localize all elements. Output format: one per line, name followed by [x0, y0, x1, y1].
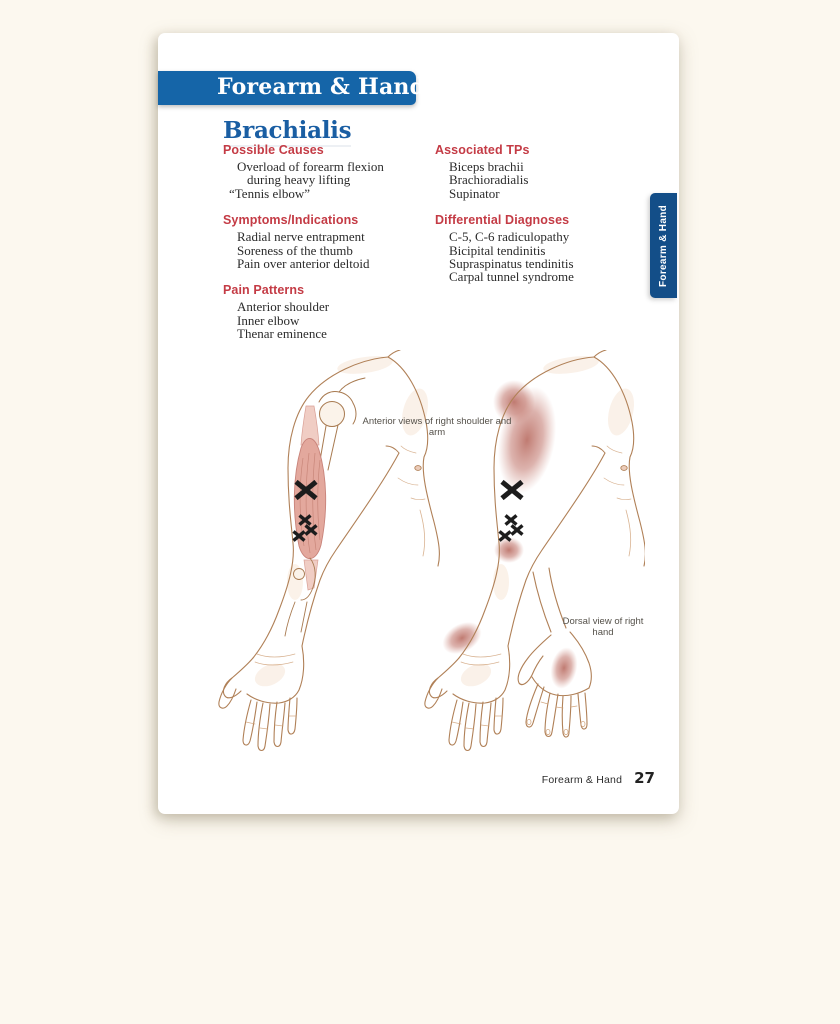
footer-page-number: 27 [634, 769, 655, 787]
text-line: Pain over anterior deltoid [237, 256, 370, 272]
text-line: Overload of forearm flexion [237, 159, 384, 174]
text-line: “Tennis elbow” [229, 185, 311, 201]
text-line: Bicipital tendinitis [449, 242, 546, 258]
figure-area [215, 350, 645, 774]
section-differential-diagnoses [435, 213, 647, 284]
section-heading: Associated TPs [435, 143, 530, 157]
chapter-banner-title: Forearm & Hand [217, 74, 426, 100]
page-title: Brachialis [223, 117, 351, 147]
figure-caption-arms: Anterior views of right shoulder and arm [362, 416, 512, 438]
text-line: Radial nerve entrapment [237, 229, 365, 245]
text-line: Supraspinatus tendinitis [449, 256, 574, 272]
text-line: Thenar eminence [237, 326, 327, 342]
book-page [158, 33, 679, 814]
info-column-right [435, 143, 647, 297]
footer-chapter-label: Forearm & Hand [541, 774, 623, 786]
text-line: Brachioradialis [449, 172, 529, 188]
text-line: Biceps brachii [449, 159, 524, 174]
chapter-side-tab [650, 193, 677, 298]
info-column-left [223, 143, 435, 354]
dorsal-hand-figure [518, 568, 591, 737]
page-footer [542, 769, 655, 787]
figure-caption-dorsal-hand: Dorsal view of right hand [562, 616, 644, 638]
section-heading: Symptoms/Indications [223, 213, 359, 228]
text-line: Soreness of the thumb [237, 242, 353, 258]
left-arm-figure [219, 350, 440, 751]
chapter-side-tab-label: Forearm & Hand [658, 204, 669, 287]
section-possible-causes [223, 143, 435, 200]
section-symptoms-indications [223, 213, 435, 270]
text-line: Anterior shoulder [237, 299, 330, 315]
section-associated-tps [435, 143, 647, 200]
section-pain-patterns [223, 283, 435, 340]
chapter-banner [158, 71, 426, 105]
text-line: C-5, C-6 radiculopathy [449, 229, 570, 245]
section-heading: Pain Patterns [223, 283, 305, 298]
anatomy-illustration [215, 350, 645, 774]
text-line: Inner elbow [237, 312, 300, 328]
text-line: Supinator [449, 185, 500, 201]
text-line: during heavy lifting [247, 172, 351, 188]
section-heading: Possible Causes [223, 143, 324, 157]
section-heading: Differential Diagnoses [435, 213, 570, 228]
pain-zone-dorsal-hand [547, 645, 581, 691]
text-line: Carpal tunnel syndrome [449, 269, 574, 285]
